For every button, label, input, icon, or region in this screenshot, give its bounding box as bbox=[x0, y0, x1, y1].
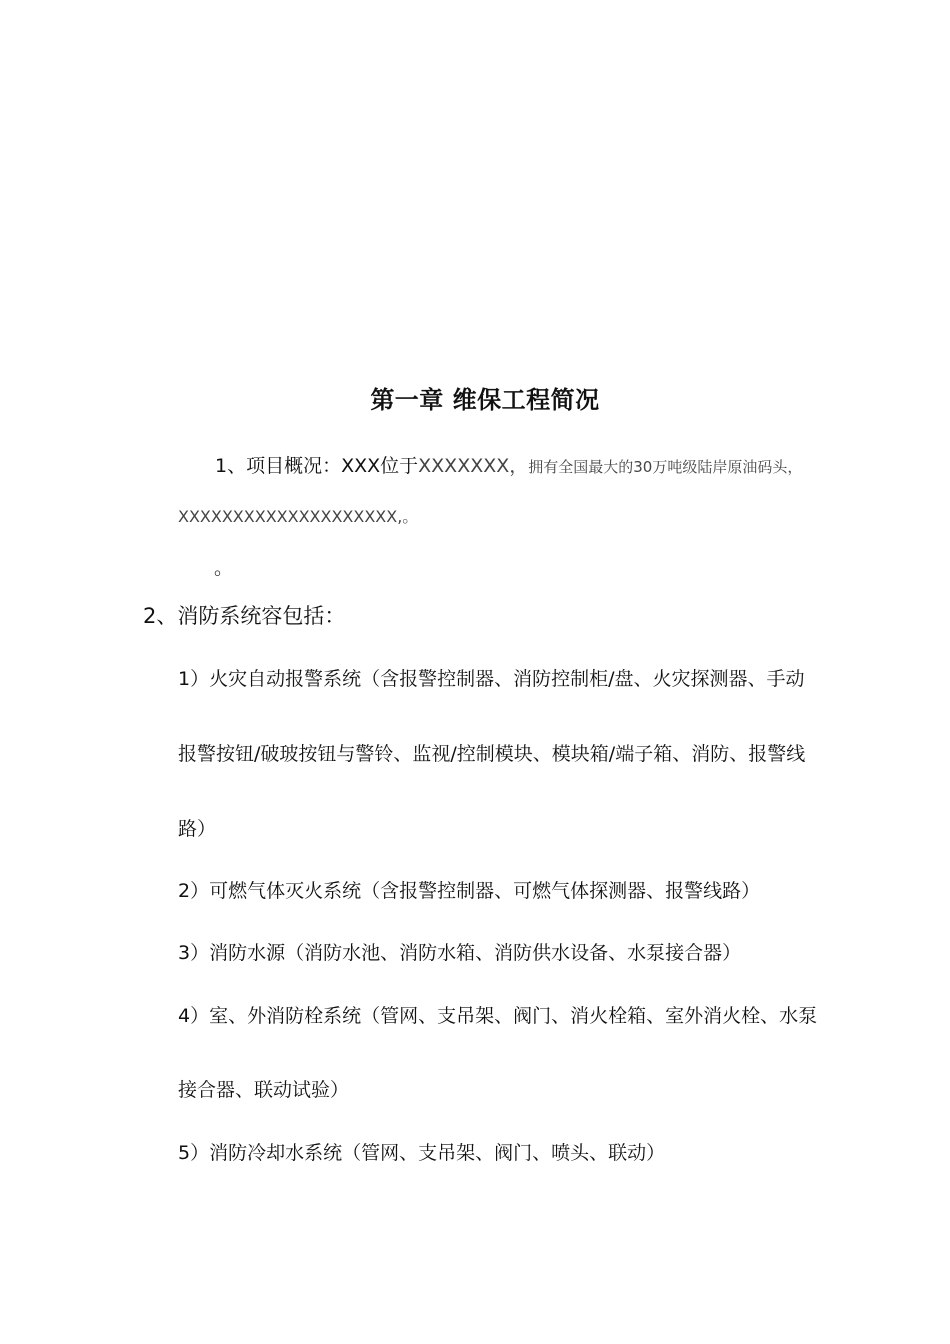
list-item-2: 2）可燃气体灭火系统（含报警控制器、可燃气体探测器、报警线路） bbox=[178, 880, 761, 902]
overview-location: XXXXXXX， bbox=[418, 455, 529, 477]
chapter-title: 第一章 维保工程简况 bbox=[370, 386, 600, 414]
list-item-1-line-2: 报警按钮/破玻按钮与警铃、监视/控制模块、模块箱/端子箱、消防、报警线 bbox=[178, 743, 806, 765]
overview-line-2: XXXXXXXXXXXXXXXXXXXX,。 bbox=[178, 507, 419, 526]
list-item-4-line-1: 4）室、外消防栓系统（管网、支吊架、阀门、消火栓箱、室外消火栓、水泵 bbox=[178, 1005, 818, 1027]
overview-line-1 bbox=[215, 454, 802, 479]
overview-description: 拥有全国最大的30万吨级陆岸原油码头， bbox=[528, 458, 803, 476]
list-item-1-line-1: 1）火灾自动报警系统（含报警控制器、消防控制柜/盘、火灾探测器、手动 bbox=[178, 668, 805, 690]
list-item-1-line-3: 路） bbox=[178, 818, 217, 840]
section-2-heading-text: 2、消防系统容包括： bbox=[143, 604, 346, 628]
list-item-4-line-2: 接合器、联动试验） bbox=[178, 1079, 350, 1101]
section-2-heading bbox=[143, 604, 345, 629]
overview-line-3: 。 bbox=[214, 557, 234, 579]
list-item-5: 5）消防冷却水系统（管网、支吊架、阀门、喷头、联动） bbox=[178, 1142, 666, 1164]
list-item-3: 3）消防水源（消防水池、消防水箱、消防供水设备、水泵接合器） bbox=[178, 942, 742, 964]
overview-label: 1、项目概况：XXX位于 bbox=[215, 455, 419, 477]
